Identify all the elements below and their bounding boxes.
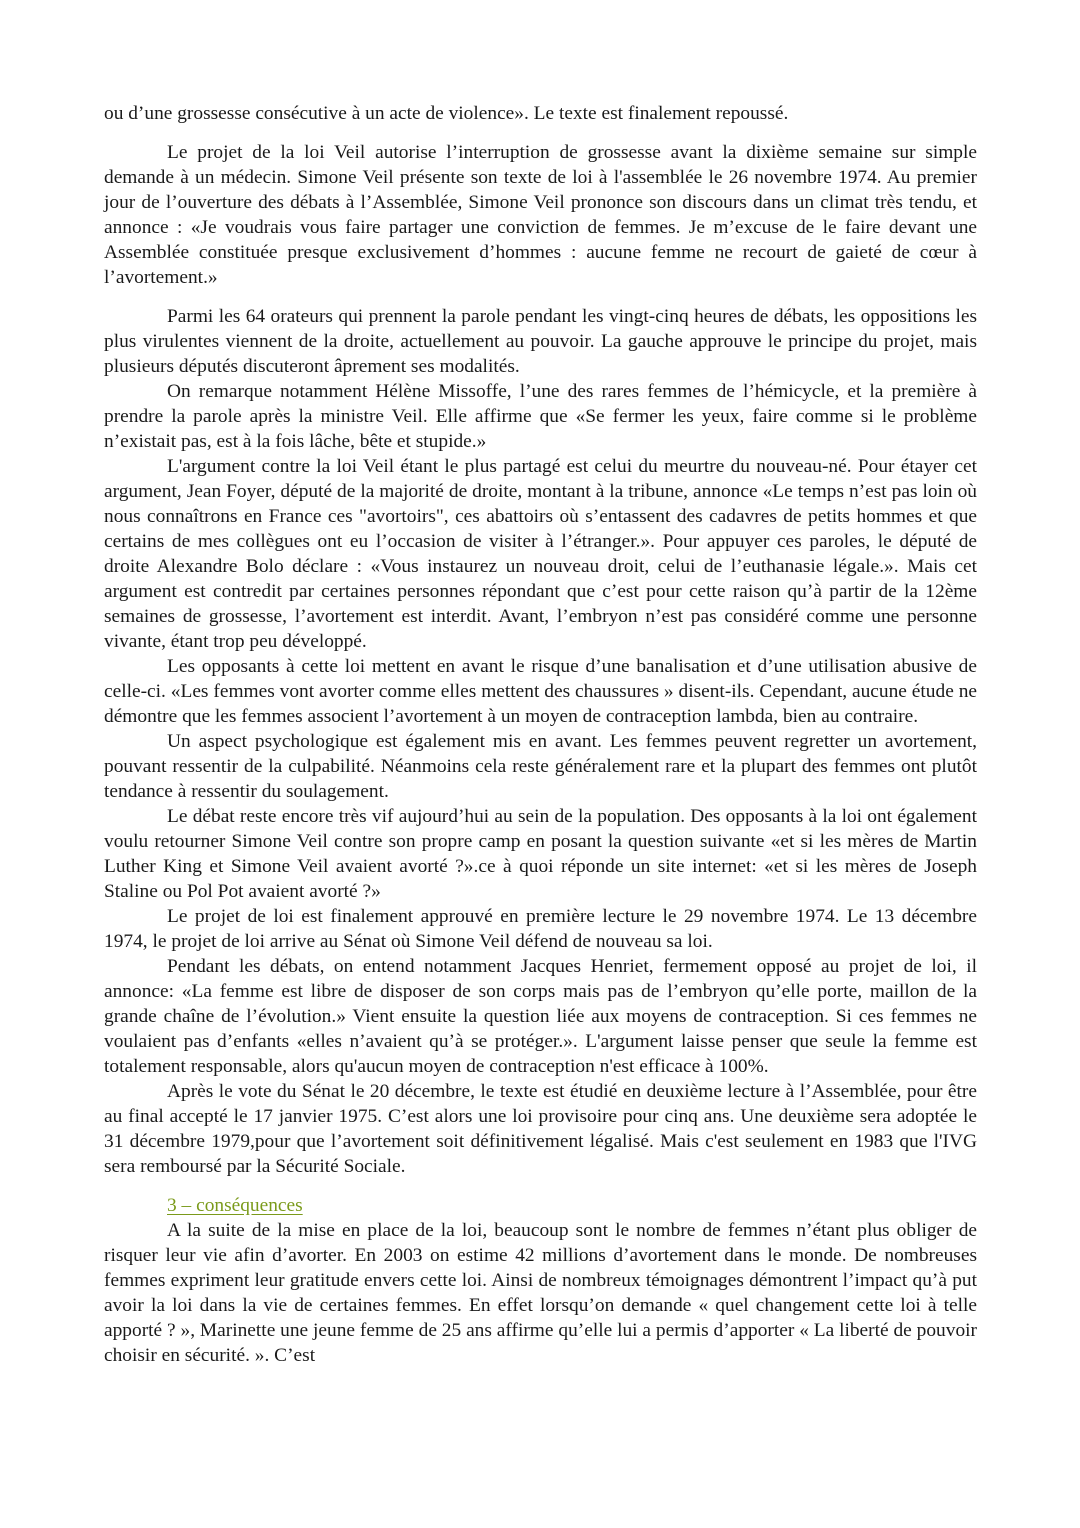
section-heading-consequences: 3 – conséquences	[167, 1195, 303, 1216]
paragraph-banalisation: Les opposants à cette loi mettent en avant le risque d’une banalisation et d’une utilisation abusive de celle-ci. «Les femmes vont avorter comme elles mettent des chaussures » disent-ils. Cependant, aucune étude ne démontre que les femmes associent l’avortement à un moyen de contraception lambda, bien au contraire.	[104, 656, 977, 727]
paragraph-consequences: A la suite de la mise en place de la loi, beaucoup sont le nombre de femmes n’étant plus obliger de risquer leur vie afin d’avorter. En 2003 on estime 42 millions d’avortement dans le monde. De nombreuses femmes expriment leur gratitude envers cette loi. Ainsi de nombreux témoignages démontrent l’impact qu’à put avoir la loi dans la vie de certaines femmes. En effet lorsqu’on demande « quel changement cette loi à telle apporté ? », Marinette une jeune femme de 25 ans affirme qu’elle lui a permis d’apporter « La liberté de pouvoir choisir en sécurité. ». C’est	[104, 1220, 977, 1366]
paragraph-loi-veil-projet: Le projet de la loi Veil autorise l’interruption de grossesse avant la dixième semaine sur simple demande à un médecin. Simone Veil présente son texte de loi à l'assemblée le 26 novembre 1974. Au premier jour de l’ouverture des débats à l’Assemblée, Simone Veil prononce son discours dans un climat très tendu, et annonce : «Je voudrais vous faire partager une conviction de femmes. Je m’excuse de le faire devant une Assemblée constituée presque exclusivement d’hommes : aucune femme ne recourt de gaieté de cœur à l’avortement.»	[104, 142, 977, 288]
paragraph-orateurs: Parmi les 64 orateurs qui prennent la parole pendant les vingt-cinq heures de débats, les oppositions les plus virulentes viennent de la droite, actuellement au pouvoir. La gauche approuve le principe du projet, mais plusieurs députés discuteront âprement ses modalités.	[104, 306, 977, 377]
paragraph-argument-meurtre: L'argument contre la loi Veil étant le plus partagé est celui du meurtre du nouveau-né. Pour étayer cet argument, Jean Foyer, député de la majorité de droite, montant à la tribune, annonce «Le temps n’est pas loin où nous connaîtrons en France ces "avortoirs", ces abattoirs où s’entassent des cadavres de petits hommes et que certains de mes collègues ont eu l’occasion de visiter à l’étranger.». Pour appuyer ces paroles, le député de droite Alexandre Bolo déclare : «Vous instaurez un nouveau droit, celui de l’euthanasie légale.». Mais cet argument est contredit par certaines personnes répondant que c’est pour cette raison qu’à partir de la 12ème semaines de grossesse, l’avortement est interdit. Avant, l’embryon n’est pas considéré comme une personne vivante, étant trop peu développé.	[104, 456, 977, 652]
paragraph-henriet: Pendant les débats, on entend notamment Jacques Henriet, fermement opposé au projet de loi, il annonce: «La femme est libre de disposer de son corps mais pas de l’embryon qu’elle porte, maillon de la grande chaîne de l’évolution.» Vient ensuite la question liée aux moyens de contraception. Si ces femmes ne voulaient pas d’enfants «elles n’avaient qu’à se protéger.». L'argument laisse penser que seule la femme est totalement responsable, alors qu'aucun moyen de contraception n'est efficace à 100%.	[104, 956, 977, 1077]
document-page	[104, 101, 977, 1368]
paragraph-vote-senat: Après le vote du Sénat le 20 décembre, le texte est étudié en deuxième lecture à l’Assemblée, pour être au final accepté le 17 janvier 1975. C’est alors une loi provisoire pour cinq ans. Une deuxième sera adoptée le 31 décembre 1979,pour que l’avortement soit définitivement légalisé. Mais c'est seulement en 1983 que l'IVG sera remboursé par la Sécurité Sociale.	[104, 1081, 977, 1177]
paragraph-debat-vif: Le débat reste encore très vif aujourd’hui au sein de la population. Des opposants à la loi ont également voulu retourner Simone Veil contre son propre camp en posant la question suivante «et si les mères de Martin Luther King et Simone Veil avaient avorté ?».ce à quoi réponde un site internet: «et si les mères de Joseph Staline ou Pol Pot avaient avorté ?»	[104, 806, 977, 902]
paragraph-missoffe: On remarque notamment Hélène Missoffe, l’une des rares femmes de l’hémicycle, et la première à prendre la parole après la ministre Veil. Elle affirme que «Se fermer les yeux, faire comme si le problème n’existait pas, est à la fois lâche, bête et stupide.»	[104, 381, 977, 452]
paragraph-premiere-lecture: Le projet de loi est finalement approuvé en première lecture le 29 novembre 1974. Le 13 décembre 1974, le projet de loi arrive au Sénat où Simone Veil défend de nouveau sa loi.	[104, 906, 977, 952]
paragraph-continuation: ou d’une grossesse consécutive à un acte de violence». Le texte est finalement repoussé.	[104, 103, 789, 124]
paragraph-psychologique: Un aspect psychologique est également mis en avant. Les femmes peuvent regretter un avortement, pouvant ressentir de la culpabilité. Néanmoins cela reste généralement rare et la plupart des femmes ont plutôt tendance à ressentir du soulagement.	[104, 731, 977, 802]
